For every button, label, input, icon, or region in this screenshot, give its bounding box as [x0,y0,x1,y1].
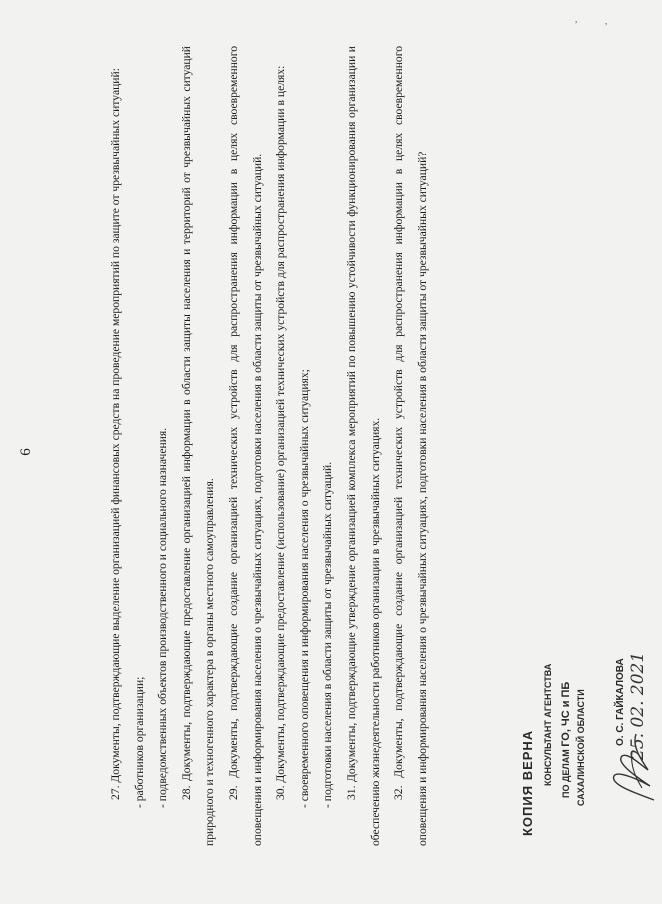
item-29-text: 29. Документы, подтверждающие создание организацией технических устройств для распространения информации в целях своевременного оповещения и информирования населения о чрезвычайных ситуациях, подготовки населения в области защиты от чрезвычайных ситуаций. [226,46,264,846]
item-32-text: 32. Документы, подтверждающие создание организацией технических устройств для распространения информации в целях своевременного оповещения и информирования населения о чрезвычайных ситуациях, подготовки населения в области защиты от чрезвычайных ситуаций? [392,46,429,846]
stamp-line-3: САХАЛИНСКОЙ ОБЛАСТИ [576,689,586,806]
item-27-text: 27. Документы, подтверждающие выделение организацией финансовых средств на проведение мероприятий по защите от чрезвычайных ситуаций: [109,68,122,800]
item-27-bullet-1: - работников организации; [132,676,146,808]
item-27-bullet-2: - подведомственных объектов производственного и социального назначения. [156,427,170,808]
margin-mark-icon: , [575,14,578,24]
copy-certified-label: КОПИЯ ВЕРНА [520,729,535,836]
document-body [104,46,434,846]
item-30-bullet-1: - своевременного оповещения и информирования населения о чрезвычайных ситуациях; [297,369,311,808]
item-28-text: 28. Документы, подтверждающие предоставление организацией информации в области защиты населения и территорий от чрезвычайных ситуаций природного и техногенного характера в органы местного самоуправления. [179,46,217,846]
signer-name: О. С. ГАЙКАЛОВА [615,658,626,746]
stamp-line-2-prefix: ПО ДЕЛАМ [561,749,571,798]
stamp-line-2 [560,682,572,798]
margin-mark-icon: , [605,16,608,26]
handwritten-date: 25. 02. 2021 [628,651,648,760]
item-31-text: 31. Документы, подтверждающие утверждение организацией комплекса мероприятий по повышению устойчивости функционирования организации и обеспечению жизнедеятельности работников организации в чрезвычайных ситуациях. [344,46,382,846]
item-30-text: 30. Документы, подтверждающие предоставление (использование) организацией технических устройств для распространения информации в целях: [274,65,288,800]
item-30-bullet-2: - подготовки населения в области защиты от чрезвычайных ситуаций. [321,461,335,808]
stamp-line-1: КОНСУЛЬТАНТ АГЕНТСТВА [543,663,553,786]
page-number: 6 [18,448,34,456]
stamp-line-2-org: ГО, ЧС и ПБ [560,681,572,747]
